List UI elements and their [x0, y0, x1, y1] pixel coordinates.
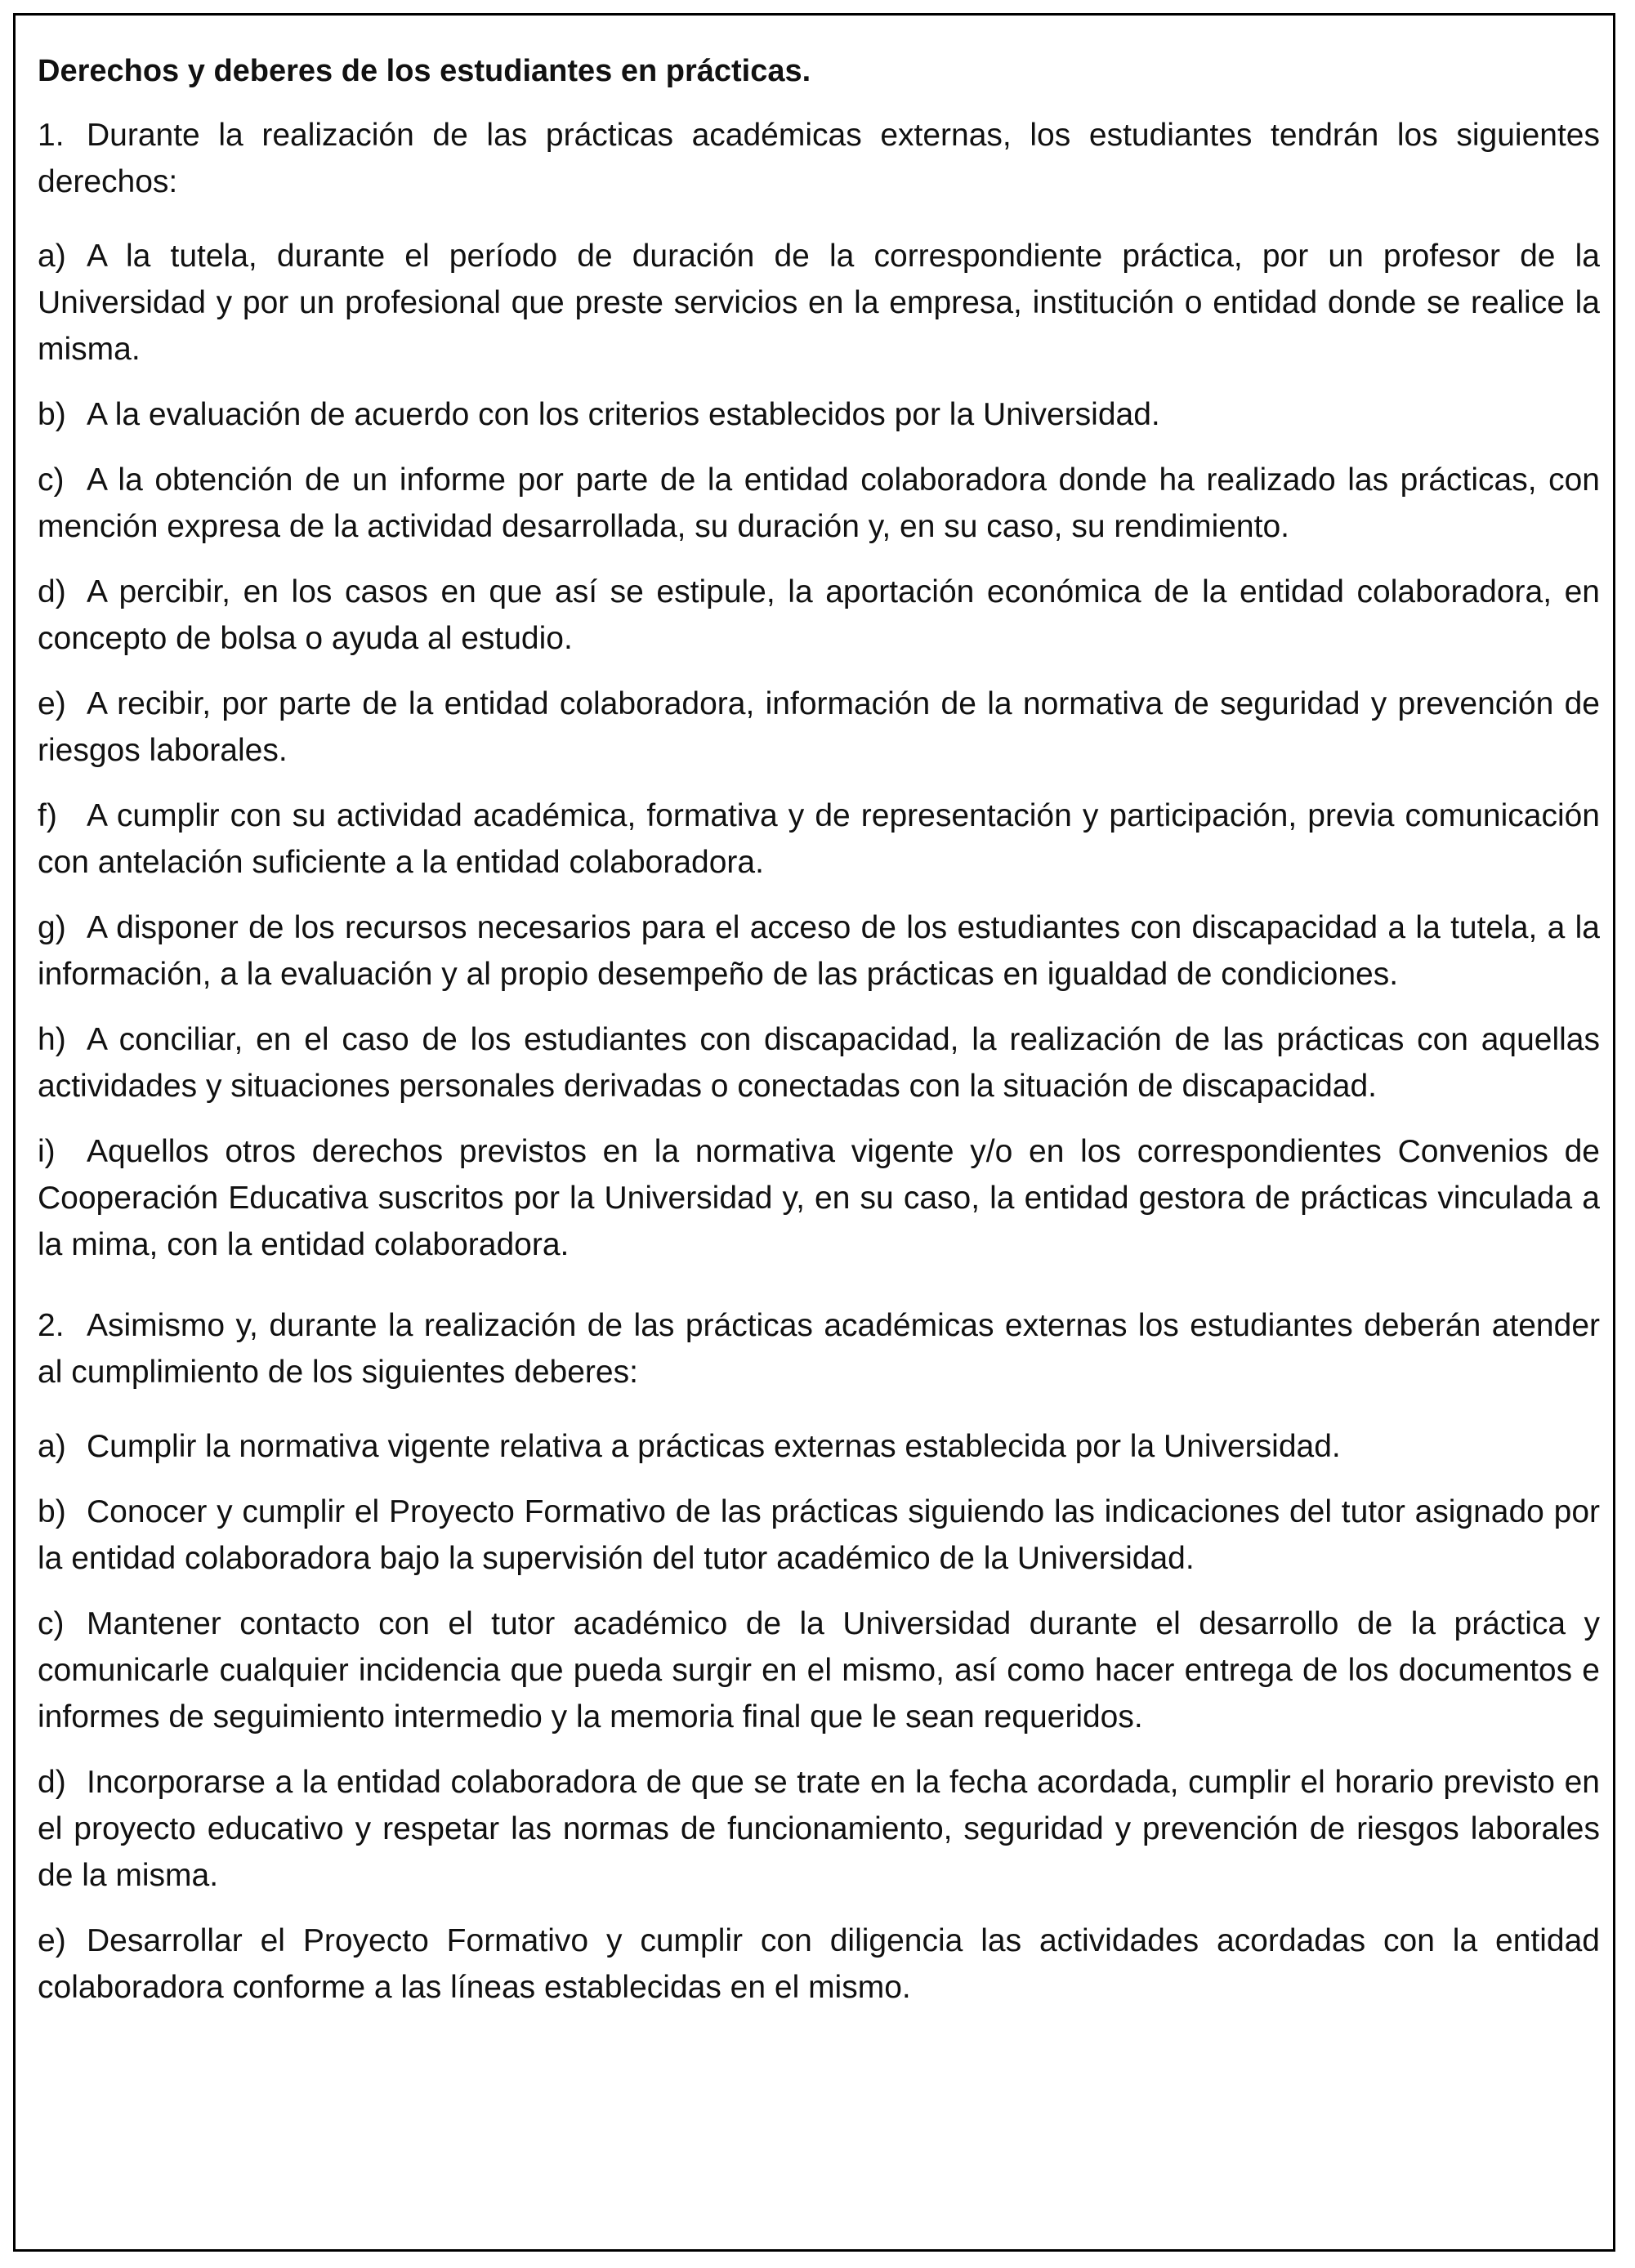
list-item	[38, 391, 1600, 438]
section-intro-text: Durante la realización de las prácticas académicas externas, los estudiantes tendrán los siguientes derechos:	[38, 118, 1600, 199]
item-letter: d)	[38, 574, 66, 609]
item-letter: g)	[38, 910, 66, 945]
item-letter: b)	[38, 397, 66, 432]
list-item	[38, 233, 1600, 373]
item-letter: f)	[38, 798, 57, 833]
list-item	[38, 569, 1600, 662]
item-letter: a)	[38, 1429, 66, 1464]
item-text: Incorporarse a la entidad colaboradora de que se trate en la fecha acordada, cumplir el horario previsto en el proyecto educativo y respetar las normas de funcionamiento, seguridad y prevención de riesgos laborales de la misma.	[38, 1765, 1600, 1893]
item-text: A cumplir con su actividad académica, formativa y de representación y participación, previa comunicación con antelación suficiente a la entidad colaboradora.	[38, 798, 1600, 880]
item-text: Conocer y cumplir el Proyecto Formativo de las prácticas siguiendo las indicaciones del tutor asignado por la entidad colaboradora bajo la supervisión del tutor académico de la Universidad.	[38, 1494, 1600, 1576]
item-text: A la tutela, durante el período de duración de la correspondiente práctica, por un profesor de la Universidad y por un profesional que preste servicios en la empresa, institución o entidad donde se realice la misma.	[38, 239, 1600, 367]
item-text: A disponer de los recursos necesarios para el acceso de los estudiantes con discapacidad a la tutela, a la información, a la evaluación y al propio desempeño de las prácticas en igualdad de condiciones.	[38, 910, 1600, 992]
item-text: Aquellos otros derechos previstos en la normativa vigente y/o en los correspondientes Convenios de Cooperación Educativa suscritos por la Universidad y, en su caso, la entidad gestora de prácticas vinculada a la mima, con la entidad colaboradora.	[38, 1134, 1600, 1262]
section-2-intro	[38, 1302, 1600, 1395]
list-item	[38, 1918, 1600, 2011]
section-intro-text: Asimismo y, durante la realización de las prácticas académicas externas los estudiantes deberán atender al cumplimiento de los siguientes deberes:	[38, 1308, 1600, 1390]
item-text: A conciliar, en el caso de los estudiantes con discapacidad, la realización de las prácticas con aquellas actividades y situaciones personales derivadas o conectadas con la situación de discapacidad.	[38, 1022, 1600, 1104]
list-item	[38, 1759, 1600, 1899]
list-item	[38, 1128, 1600, 1268]
section-1-intro	[38, 112, 1600, 205]
list-item	[38, 1423, 1600, 1470]
item-letter: b)	[38, 1494, 66, 1529]
item-letter: i)	[38, 1134, 56, 1169]
item-text: Mantener contacto con el tutor académico de la Universidad durante el desarrollo de la práctica y comunicarle cualquier incidencia que pueda surgir en el mismo, así como hacer entrega de los documentos e informes de seguimiento intermedio y la memoria final que le sean requeridos.	[38, 1606, 1600, 1734]
item-letter: a)	[38, 239, 66, 274]
list-item	[38, 1489, 1600, 1582]
section-number: 2.	[38, 1308, 65, 1343]
item-text: A la evaluación de acuerdo con los criterios establecidos por la Universidad.	[87, 397, 1160, 432]
item-letter: e)	[38, 1923, 66, 1958]
list-item	[38, 792, 1600, 886]
list-item	[38, 1016, 1600, 1109]
list-item	[38, 681, 1600, 774]
list-item	[38, 904, 1600, 998]
item-letter: e)	[38, 686, 66, 721]
item-letter: h)	[38, 1022, 66, 1057]
item-text: Cumplir la normativa vigente relativa a prácticas externas establecida por la Universidad.	[87, 1429, 1341, 1464]
document-frame	[13, 13, 1615, 2252]
item-letter: d)	[38, 1765, 66, 1800]
item-text: A recibir, por parte de la entidad colaboradora, información de la normativa de seguridad y prevención de riesgos laborales.	[38, 686, 1600, 768]
document-title: Derechos y deberes de los estudiantes en prácticas.	[38, 54, 811, 88]
item-text: Desarrollar el Proyecto Formativo y cumplir con diligencia las actividades acordadas con la entidad colaboradora conforme a las líneas establecidas en el mismo.	[38, 1923, 1600, 2005]
list-item	[38, 1601, 1600, 1740]
item-letter: c)	[38, 1606, 65, 1641]
item-letter: c)	[38, 462, 65, 498]
item-text: A la obtención de un informe por parte de la entidad colaboradora donde ha realizado las prácticas, con mención expresa de la actividad desarrollada, su duración y, en su caso, su rendimiento.	[38, 462, 1600, 544]
list-item	[38, 457, 1600, 550]
item-text: A percibir, en los casos en que así se estipule, la aportación económica de la entidad colaboradora, en concepto de bolsa o ayuda al estudio.	[38, 574, 1600, 656]
section-number: 1.	[38, 118, 65, 153]
